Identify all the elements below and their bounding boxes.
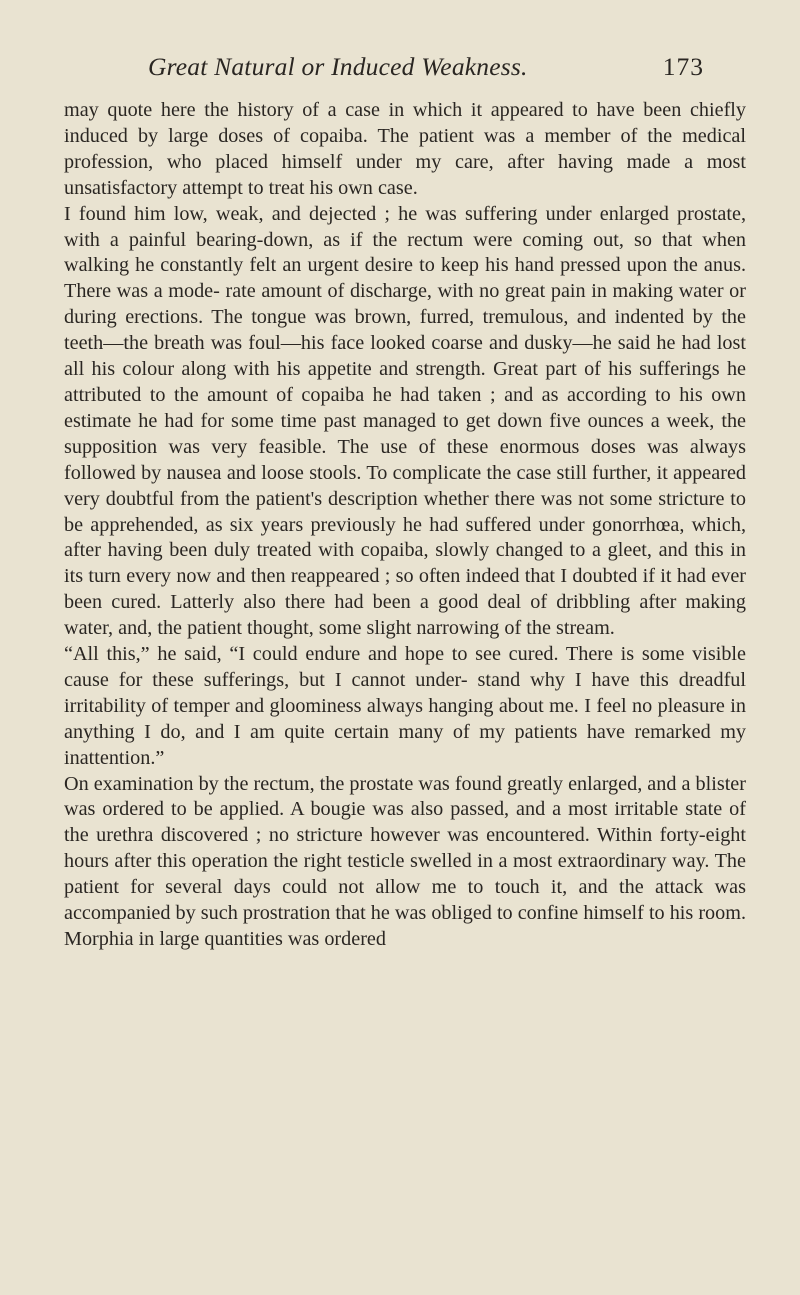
paragraph: may quote here the history of a case in which it appeared to have been chiefly induced by large doses of copaiba. The patient was a member of the medical profession, who placed himself under my care, after having made a most unsatisfactory attempt to treat his own case. xyxy=(64,99,746,199)
paragraph: “All this,” he said, “I could endure and hope to see cured. There is some visible cause for these sufferings, but I cannot under- stand why I have this dreadful irritability of temper and gloominess always hanging about me. I feel no pleasure in anything I do, and I am quite certain many of my patients have remarked my inattention.” xyxy=(64,643,746,769)
paragraph: On examination by the rectum, the prostate was found greatly enlarged, and a blister was ordered to be applied. A bougie was also passed, and a most irritable state of the urethra discovered ; no stricture however was encountered. Within forty-eight hours after this operation the right testicle swelled in a most extraordinary way. The patient for several days could not allow me to touch it, and the attack was accompanied by such prostration that he was obliged to confine himself to his room. Morphia in large quantities was ordered xyxy=(64,772,746,950)
page-number: 173 xyxy=(662,52,704,81)
running-head xyxy=(64,52,746,94)
running-title: Great Natural or Induced Weakness. xyxy=(148,52,528,81)
body-text xyxy=(64,98,746,953)
paragraph: I found him low, weak, and dejected ; he was suffering under enlarged prostate, with a painful bearing-down, as if the rectum were coming out, so that when walking he constantly felt an urgent desire to keep his hand pressed upon the anus. There was a mode- rate amount of discharge, with no great pain in making water or during erections. The tongue was brown, furred, tremulous, and indented by the teeth—the breath was foul—his face looked coarse and dusky—he said he had lost all his colour along with his appetite and strength. Great part of his sufferings he attributed to the amount of copaiba he had taken ; and as according to his own estimate he had for some time past managed to get down five ounces a week, the supposition was very feasible. The use of these enormous doses was always followed by nausea and loose stools. To complicate the case still further, it appeared very doubtful from the patient's description whether there was not some stricture to be apprehended, as six years previously he had suffered under gonorrhœa, which, after having been duly treated with copaiba, slowly changed to a gleet, and this in its turn every now and then reappeared ; so often indeed that I doubted if it had ever been cured. Latterly also there had been a good deal of dribbling after making water, and, the patient thought, some slight narrowing of the stream. xyxy=(64,202,746,640)
